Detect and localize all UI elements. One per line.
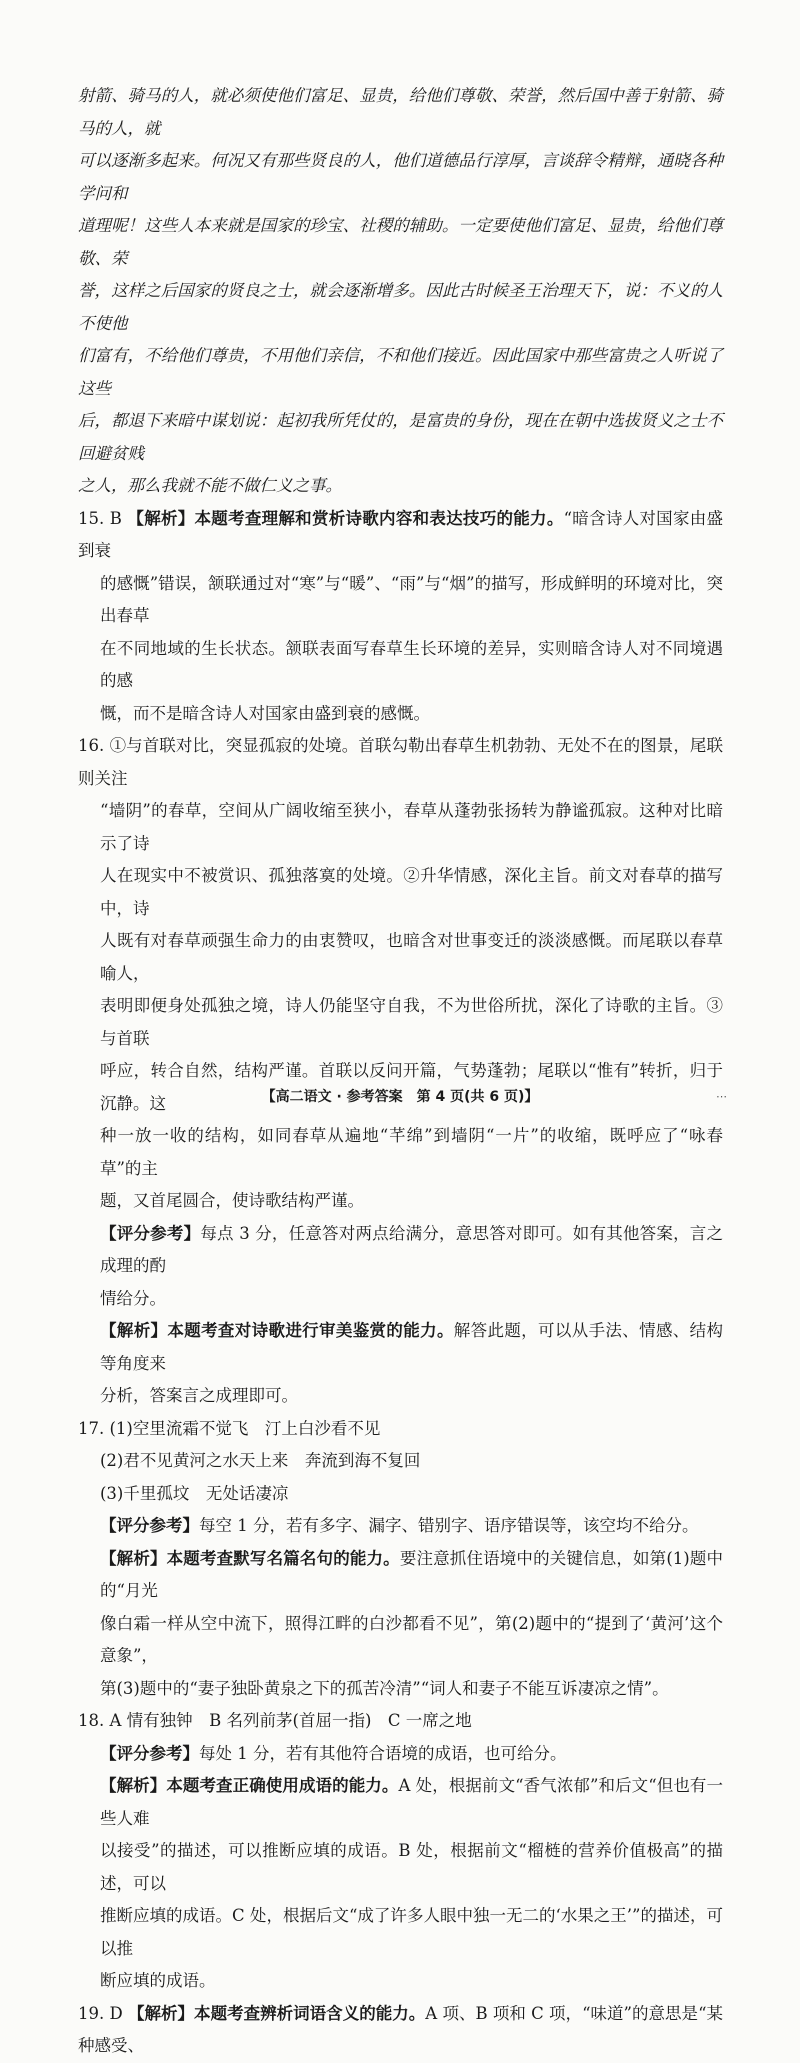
translation-line: 们富有，不给他们尊贵，不用他们亲信，不和他们接近。因此国家中那些富贵之人听说了这些 (78, 346, 723, 398)
translation-line: 后，都退下来暗中谋划说：起初我所凭仗的，是富贵的身份，现在在朝中选拔贤义之士不回避贫贱 (78, 411, 723, 463)
score-text: 每点 3 分，任意答对两点给满分，意思答对即可。如有其他答案，言之成理的酌 (100, 1223, 724, 1275)
question-16 (78, 730, 723, 1413)
analysis-text: 断应填的成语。 (100, 1971, 216, 1990)
analysis-tag: 【解析】本题考查理解和赏析诗歌内容和表达技巧的能力。 (127, 508, 564, 528)
translation-line: 之人，那么我就不能不做仁义之事。 (78, 476, 342, 495)
question-15 (78, 503, 723, 731)
translation-line: 可以逐渐多起来。何况又有那些贤良的人，他们道德品行淳厚，言谈辞令精辩，通晓各种学问和 (78, 151, 723, 203)
answer-line: (3)千里孤坟 无处话凄凉 (100, 1483, 289, 1503)
translation-line: 道理呢！这些人本来就是国家的珍宝、社稷的辅助。一定要使他们富足、显贵，给他们尊敬、荣 (78, 216, 723, 268)
question-number: 19. D (78, 2003, 128, 2023)
answer-line: 17. (1)空里流霜不觉飞 汀上白沙看不见 (78, 1418, 381, 1438)
answer-line: 的感慨”错误，颔联通过对“寒”与“暖”、“雨”与“烟”的描写，形成鲜明的环境对比，突出春草 (100, 573, 723, 625)
score-text: 每处 1 分，若有其他符合语境的成语，也可给分。 (199, 1743, 567, 1763)
analysis-tag: 【解析】本题考查默写名篇名句的能力。 (100, 1548, 400, 1568)
answer-line: 慨，而不是暗含诗人对国家由盛到衰的感慨。 (100, 703, 430, 723)
analysis-text: 像白霜一样从空中流下，照得江畔的白沙都看不见”，第(2)题中的“提到了‘黄河’这个意象”， (100, 1613, 723, 1665)
answer-line: “墙阴”的春草，空间从广阔收缩至狭小，春草从蓬勃张扬转为静谧孤寂。这种对比暗示了诗 (100, 801, 723, 853)
answer-line: 16. ①与首联对比，突显孤寂的处境。首联勾勒出春草生机勃勃、无处不在的图景，尾联则关注 (78, 736, 723, 788)
translation-line: 射箭、骑马的人，就必须使他们富足、显贵，给他们尊敬、荣誉，然后国中善于射箭、骑马的人，就 (78, 86, 723, 138)
analysis-text: 分析，答案言之成理即可。 (100, 1386, 298, 1405)
answer-line: 题，又首尾圆合，使诗歌结构严谨。 (100, 1191, 364, 1210)
analysis-tag: 【解析】本题考查辨析词语含义的能力。 (128, 2003, 426, 2023)
score-tag: 【评分参考】 (100, 1223, 201, 1243)
answer-text: “暗含诗人对国家由盛到衰 (78, 508, 724, 560)
question-18 (78, 1705, 723, 1998)
answer-line: 表明即便身处孤独之境，诗人仍能坚守自我，不为世俗所扰，深化了诗歌的主旨。③与首联 (100, 996, 723, 1048)
answer-line: 人既有对春草顽强生命力的由衷赞叹，也暗含对世事变迁的淡淡感慨。而尾联以春草喻人， (100, 931, 723, 983)
answer-line: 呼应，转合自然，结构严谨。首联以反问开篇，气势蓬勃；尾联以“惟有”转折，归于沉静。这 (100, 1061, 723, 1113)
question-19 (78, 1998, 723, 2063)
page-footer: 【高二语文 · 参考答案 第 4 页(共 6 页)】 (261, 1089, 539, 1105)
score-text: 每空 1 分，若有多字、漏字、错别字、语序错误等，该空均不给分。 (199, 1516, 699, 1535)
question-17 (78, 1413, 723, 1706)
answer-line: 18. A 情有独钟 B 名列前茅(首屈一指) C 一席之地 (78, 1711, 472, 1730)
answer-line: 在不同地域的生长状态。颔联表面写春草生长环境的差异，实则暗含诗人对不同境遇的感 (100, 638, 723, 690)
corner-mark: ⋯ (716, 1090, 727, 1103)
answer-content (78, 80, 723, 2063)
translation-block (78, 80, 723, 503)
analysis-tag: 【解析】本题考查正确使用成语的能力。 (100, 1776, 399, 1795)
analysis-text: A 项、B 项和 C 项，“味道”的意思是“某种感受、 (78, 2003, 724, 2055)
score-tag: 【评分参考】 (100, 1516, 199, 1535)
analysis-text: A 处，根据前文“香气浓郁”和后文“但也有一些人难 (100, 1776, 723, 1828)
question-number: 15. B (78, 508, 128, 528)
score-text: 情给分。 (100, 1288, 166, 1308)
answer-line: (2)君不见黄河之水天上来 奔流到海不复回 (100, 1451, 421, 1470)
analysis-text: 解答此题，可以从手法、情感、结构等角度来 (100, 1321, 724, 1373)
analysis-text: 要注意抓住语境中的关键信息，如第(1)题中的“月光 (100, 1548, 723, 1600)
translation-line: 誉，这样之后国家的贤良之士，就会逐渐增多。因此古时候圣王治理天下，说：不义的人不使他 (78, 281, 723, 333)
analysis-text: 推断应填的成语。C 处，根据后文“成了许多人眼中独一无二的‘水果之王’”的描述，可以推 (100, 1906, 723, 1958)
analysis-tag: 【解析】本题考查对诗歌进行审美鉴赏的能力。 (100, 1321, 454, 1340)
answer-line: 种一放一收的结构，如同春草从遍地“芊绵”到墙阴“一片”的收缩，既呼应了“咏春草”的主 (100, 1126, 723, 1178)
score-tag: 【评分参考】 (100, 1743, 199, 1763)
answer-line: 人在现实中不被赏识、孤独落寞的处境。②升华情感，深化主旨。前文对春草的描写中，诗 (100, 866, 723, 918)
analysis-text: 以接受”的描述，可以推断应填的成语。B 处，根据前文“榴梿的营养价值极高”的描述，可以 (100, 1841, 723, 1893)
analysis-text: 第(3)题中的“妻子独卧黄泉之下的孤苦冷清”“词人和妻子不能互诉凄凉之情”。 (100, 1678, 669, 1698)
